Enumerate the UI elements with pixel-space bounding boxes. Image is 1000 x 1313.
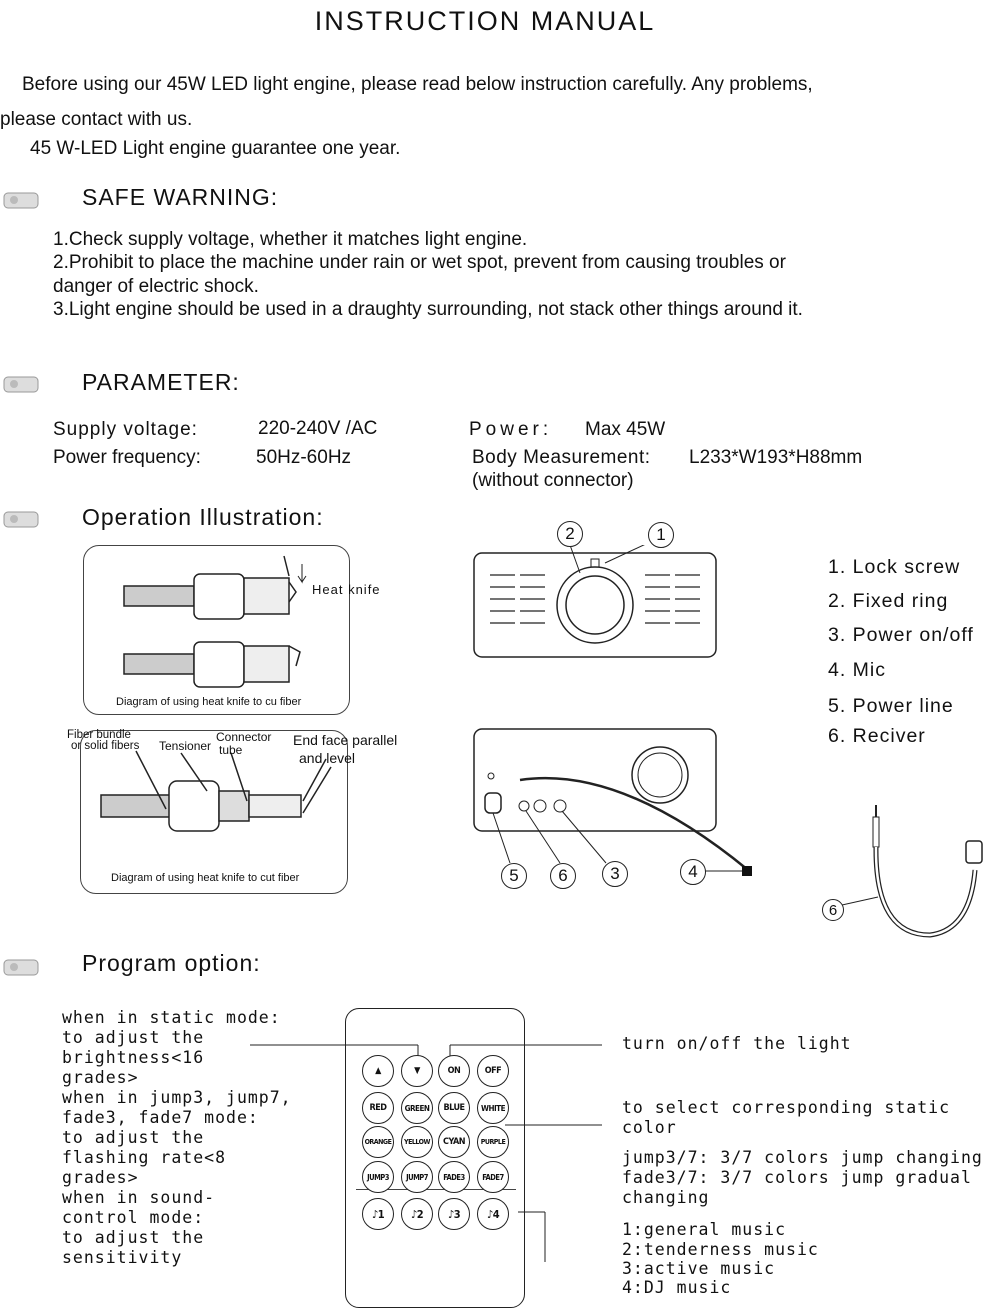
fade3-button[interactable]: FADE3 — [438, 1161, 470, 1193]
jump-description-2: fade3/7: 3/7 colors jump gradual — [622, 1168, 972, 1187]
note-line: brightness<16 — [62, 1048, 205, 1067]
fiber-bundle-label: Fiber bundle — [67, 729, 131, 741]
front-panel-illustration — [470, 545, 720, 660]
legend-item-fixed-ring: 2. Fixed ring — [828, 590, 949, 612]
heat-knife-caption: Diagram of using heat knife to cu fiber — [116, 696, 302, 708]
legend-item-mic: 4. Mic — [828, 659, 887, 681]
jump-description-3: changing — [622, 1188, 710, 1207]
callout-2: 2 — [557, 521, 583, 547]
off-button[interactable]: OFF — [477, 1055, 509, 1087]
callout-4: 4 — [680, 859, 706, 885]
music-note-icon: ♪ — [371, 1207, 378, 1221]
legend-item-power-line: 5. Power line — [828, 695, 954, 717]
callout-1: 1 — [648, 522, 674, 548]
section-bullet-icon — [2, 507, 40, 531]
music-3-button[interactable]: ♪ 3 — [438, 1198, 470, 1230]
body-measurement-label: Body Measurement: — [472, 447, 651, 468]
body-measurement-note: (without connector) — [472, 470, 634, 491]
music-note-icon: ♪ — [447, 1207, 454, 1221]
music-1-button[interactable]: ♪ 1 — [362, 1198, 394, 1230]
note-line: fade3, fade7 mode: — [62, 1108, 259, 1127]
page-title: INSTRUCTION MANUAL — [314, 6, 656, 36]
supply-voltage-value: 220-240V /AC — [258, 418, 378, 439]
section-bullet-icon — [2, 188, 40, 212]
jump7-button[interactable]: JUMP7 — [401, 1161, 433, 1193]
music-note-icon: ♪ — [410, 1207, 417, 1221]
note-line: when in sound- — [62, 1188, 216, 1207]
callout-3: 3 — [602, 861, 628, 887]
callout-6: 6 — [550, 863, 576, 889]
warning-3: 3.Light engine should be used in a draughty surrounding, not stack other things around it. — [53, 299, 803, 320]
connector-label: Connector — [216, 730, 272, 744]
tube-label: tube — [219, 743, 243, 757]
section-bullet-icon — [2, 372, 40, 396]
onoff-description: turn on/off the light — [622, 1034, 852, 1053]
brightness-down-button[interactable]: ▼ — [401, 1055, 433, 1087]
note-line: grades> — [62, 1068, 139, 1087]
jump-description-1: jump3/7: 3/7 colors jump changing — [622, 1148, 983, 1167]
note-line: flashing rate<8 — [62, 1148, 227, 1167]
level-label: and level — [299, 750, 356, 766]
select-description-2: color — [622, 1118, 677, 1137]
legend-item-power-onoff: 3. Power on/off — [828, 624, 974, 646]
parameter-heading: PARAMETER: — [82, 369, 240, 395]
note-line: when in static mode: — [62, 1008, 281, 1027]
note-line: sensitivity — [62, 1248, 183, 1267]
music-description-4: 4:DJ music — [622, 1278, 732, 1297]
music-description-2: 2:tenderness music — [622, 1240, 819, 1259]
callout-6-cable: 6 — [822, 899, 844, 921]
note-line: to adjust the — [62, 1228, 205, 1247]
intro-line-3: 45 W-LED Light engine guarantee one year. — [30, 138, 401, 159]
safe-warning-heading: SAFE WARNING: — [82, 184, 279, 210]
heat-knife-label: Heat knife — [312, 582, 381, 597]
cyan-button[interactable]: CYAN — [438, 1126, 470, 1158]
purple-button[interactable]: PURPLE — [477, 1126, 509, 1158]
fiber-cutting-illustration — [84, 546, 349, 714]
intro-line-2: please contact with us. — [0, 109, 193, 130]
green-button[interactable]: GREEN — [401, 1092, 433, 1124]
power-label: Power: — [469, 419, 553, 440]
red-button[interactable]: RED — [362, 1092, 394, 1124]
body-measurement-value: L233*W193*H88mm — [689, 447, 863, 468]
music-note-icon: ♪ — [486, 1207, 493, 1221]
intro-line-1: Before using our 45W LED light engine, please read below instruction carefully. Any problems, — [22, 74, 813, 95]
connector-caption: Diagram of using heat knife to cut fiber — [111, 872, 300, 884]
select-description-1: to select corresponding static — [622, 1098, 951, 1117]
connector-diagram — [67, 729, 398, 894]
power-value: Max 45W — [585, 419, 666, 440]
power-frequency-label: Power frequency: — [53, 447, 201, 468]
note-line: to adjust the — [62, 1028, 205, 1047]
music-4-button[interactable]: ♪ 4 — [477, 1198, 509, 1230]
power-frequency-value: 50Hz-60Hz — [256, 447, 352, 468]
warning-2: 2.Prohibit to place the machine under rain or wet spot, prevent from causing troubles or danger of electric shock. — [53, 252, 786, 297]
brightness-up-button[interactable]: ▲ — [362, 1055, 394, 1087]
program-option-heading: Program option: — [82, 950, 261, 976]
end-face-label: End face parallel — [293, 732, 398, 748]
note-line: when in jump3, jump7, — [62, 1088, 292, 1107]
section-bullet-icon — [2, 955, 40, 979]
tensioner-label: Tensioner — [159, 739, 212, 753]
note-line: control mode: — [62, 1208, 205, 1227]
jump3-button[interactable]: JUMP3 — [362, 1161, 394, 1193]
note-line: to adjust the — [62, 1128, 205, 1147]
music-description-3: 3:active music — [622, 1259, 776, 1278]
warning-1: 1.Check supply voltage, whether it matches light engine. — [53, 229, 528, 250]
legend-item-reciver: 6. Reciver — [828, 725, 926, 747]
blue-button[interactable]: BLUE — [438, 1092, 470, 1124]
callout-5: 5 — [501, 863, 527, 889]
white-button[interactable]: WHITE — [477, 1092, 509, 1124]
operation-heading: Operation Illustration: — [82, 504, 324, 530]
yellow-button[interactable]: YELLOW — [401, 1126, 433, 1158]
fade7-button[interactable]: FADE7 — [477, 1161, 509, 1193]
music-description-1: 1:general music — [622, 1220, 787, 1239]
on-button[interactable]: ON — [438, 1055, 470, 1087]
solid-fibers-label: or solid fibers — [71, 740, 140, 752]
music-2-button[interactable]: ♪ 2 — [401, 1198, 433, 1230]
legend-item-lock-screw: 1. Lock screw — [828, 556, 961, 578]
receiver-cable-illustration — [820, 805, 990, 945]
heat-knife-diagram — [83, 545, 381, 715]
orange-button[interactable]: ORANGE — [362, 1126, 394, 1158]
supply-voltage-label: Supply voltage: — [53, 419, 198, 440]
note-line: grades> — [62, 1168, 139, 1187]
